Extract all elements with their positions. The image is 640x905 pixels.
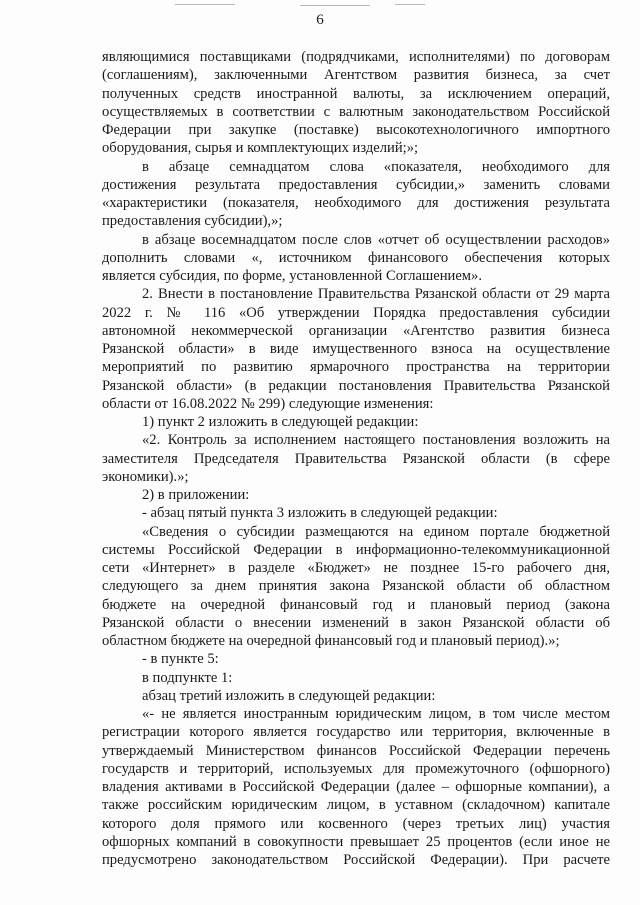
text-line: экономики).»; — [102, 468, 189, 485]
text-line: Рязанской области о внесении изменений в закон Рязанской области об — [102, 614, 610, 631]
text-line: Рязанской области» (в редакции постановления Правительства Рязанской — [102, 377, 610, 394]
text-line: системы Российской Федерации в информационно-телекоммуникационной — [102, 541, 610, 558]
text-line: в подпункте 1: — [142, 669, 233, 686]
text-line: владения активами в Российской Федерации (далее – офшорные компании), а — [102, 779, 610, 795]
text-line: предусмотрено законодательством Российской Федерации). При расчете — [102, 852, 610, 868]
text-line: 2022 г. № 116 «Об утверждении Порядка предоставления субсидии — [102, 304, 610, 321]
text-line: абзац третий изложить в следующей редакции: — [142, 687, 436, 704]
text-line: - абзац пятый пункта 3 изложить в следующей редакции: — [142, 505, 498, 522]
text-line: заместителя Председателя Правительства Рязанской области (в сфере — [102, 450, 610, 467]
text-line: сети «Интернет» в разделе «Бюджет» не позднее 15-го рабочего дня, — [102, 560, 610, 576]
text-line: «характеристики (показателя, необходимого для достижения результата — [102, 195, 610, 211]
text-line: (соглашениям), заключенными Агентством развития бизнеса, за счет — [102, 67, 610, 84]
text-line: «2. Контроль за исполнением настоящего постановления возложить на — [142, 432, 610, 449]
document-body — [102, 48, 610, 869]
text-line: области от 16.08.2022 № 299) следующие изменения: — [102, 395, 434, 412]
scan-artifact — [175, 4, 235, 5]
text-line: автономной некоммерческой организации «Агентство развития бизнеса — [102, 322, 610, 339]
text-line: «- не является иностранным юридическим лицом, в том числе местом — [142, 706, 610, 722]
text-line: которого доля прямого или косвенного (через третьих лиц) участия — [102, 815, 610, 832]
text-line: Рязанской области» в виде имущественного взноса на осуществление — [102, 341, 610, 357]
text-line: являющимися поставщиками (подрядчиками, исполнителями) по договорам — [102, 49, 610, 65]
text-line: 2. Внести в постановление Правительства Рязанской области от 29 марта — [142, 286, 610, 303]
text-line: Федерации при закупке (поставке) высокотехнологичного импортного — [102, 122, 610, 138]
text-line: достижения результата предоставления субсидии,» заменить словами — [102, 176, 610, 193]
text-line: утверждаемый Министерством финансов Российской Федерации перечень — [102, 742, 610, 759]
text-line: областном бюджете на очередной финансовый год и плановый период).»; — [102, 633, 560, 649]
text-line: 1) пункт 2 изложить в следующей редакции: — [142, 414, 419, 430]
text-line: следующего за днем принятия закона Рязанской области об областном — [102, 578, 610, 595]
text-line: в абзаце семнадцатом слова «показателя, необходимого для — [142, 158, 610, 175]
text-line: осуществляемых в соответствии с валютным законодательством Российской — [102, 103, 610, 120]
scan-artifact — [300, 5, 370, 6]
page-number: 6 — [316, 12, 324, 28]
text-line: является субсидия, по форме, установленной Соглашением». — [102, 268, 482, 284]
text-line: в абзаце восемнадцатом после слов «отчет об осуществлении расходов» — [142, 231, 610, 248]
text-line: предоставления субсидии),»; — [102, 213, 283, 230]
text-line: дополнить словами «, источником финансового обеспечения которых — [102, 249, 610, 266]
text-line: также российским юридическим лицом, в уставном (складочном) капитале — [102, 797, 610, 814]
text-line: «Сведения о субсидии размещаются на едином портале бюджетной — [142, 523, 610, 540]
text-line: - в пункте 5: — [142, 651, 219, 668]
text-line: офшорных компаний в совокупности превышает 25 процентов (если иное не — [102, 833, 610, 850]
text-line: полученных средств иностранной валюты, за исключением операций, — [102, 85, 610, 102]
text-line: государств и территорий, используемых для промежуточного (офшорного) — [102, 760, 610, 777]
text-line: 2) в приложении: — [142, 487, 250, 503]
text-line: оборудования, сырья и комплектующих изделий;»; — [102, 140, 419, 157]
scan-artifact — [395, 4, 425, 5]
text-line: бюджете на очередной финансовый год и плановый период (закона — [102, 596, 610, 613]
text-line: регистрации которого является государство или территория, включенные в — [102, 724, 610, 741]
text-line: мероприятий по развитию ярмарочного пространства на территории — [102, 359, 610, 376]
